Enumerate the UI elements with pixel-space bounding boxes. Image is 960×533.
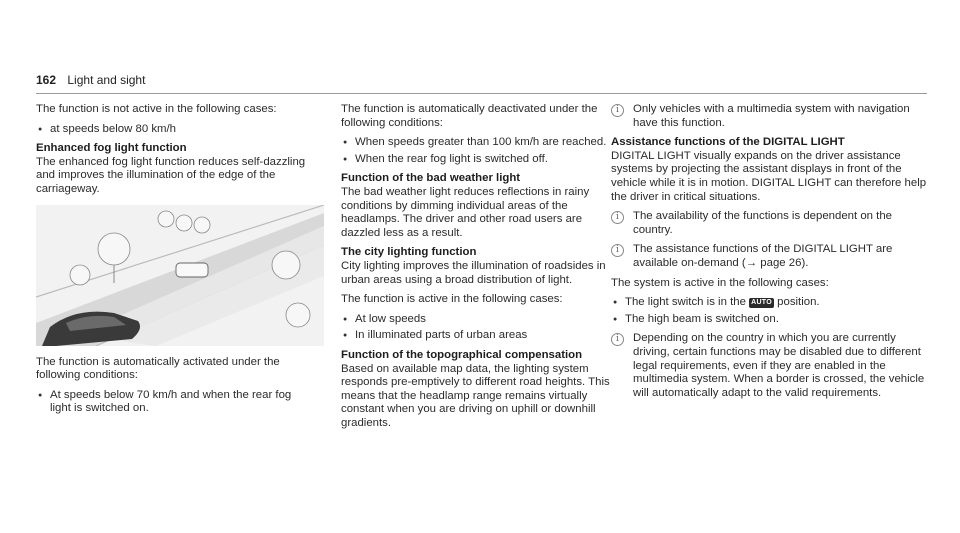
auto-light-switch-icon: AUTO (751, 299, 772, 307)
header-divider (36, 93, 927, 94)
page-number: 162 (36, 73, 57, 87)
illustration-svg (36, 205, 324, 346)
list-item: ● When the rear fog light is switched off. (341, 153, 611, 167)
list-item-text: The light switch is in the (625, 296, 750, 309)
paragraph: The bad weather light reduces reflections in rainy conditions by dimming individual areas of the headlamps. The driver and other road users are dazzled less as a result. (341, 185, 590, 239)
heading-bad-weather-light: Function of the bad weather light (341, 172, 521, 185)
page-reference-arrow-icon[interactable]: → (745, 256, 758, 269)
heading-enhanced-fog-light: Enhanced fog light function (36, 142, 187, 155)
car-fog-light-illustration (36, 205, 324, 346)
bullet-list (341, 136, 611, 166)
page-reference-link[interactable]: page 26). (757, 256, 809, 269)
paragraph: City lighting improves the illumination of roadsides in urban areas using a broad distribution of light. (341, 259, 606, 286)
bullet-list (611, 296, 929, 326)
tree-icon (176, 215, 192, 231)
page-header (36, 74, 145, 88)
bullet-list (341, 313, 611, 343)
paragraph: The function is automatically deactivated under the following conditions: (341, 103, 598, 129)
section-title: Light and sight (67, 73, 146, 87)
paragraph: The system is active in the following cases: (611, 276, 829, 289)
column-3 (611, 103, 929, 406)
tree-icon (272, 251, 300, 279)
column-1 (36, 103, 308, 422)
heading-digital-light-assistance: Assistance functions of the DIGITAL LIGHT (611, 136, 845, 149)
tree-icon (194, 217, 210, 233)
list-item: ● At speeds below 70 km/h and when the rear fog light is switched on. (36, 389, 308, 416)
heading-topographical-compensation: Function of the topographical compensation (341, 348, 583, 361)
list-item: ● at speeds below 80 km/h (36, 123, 308, 137)
heading-city-lighting: The city lighting function (341, 246, 477, 259)
list-item: ● When speeds greater than 100 km/h are reached. (341, 136, 611, 150)
info-note (611, 210, 929, 237)
list-item: ● In illuminated parts of urban areas (341, 329, 611, 343)
info-icon: i (611, 244, 624, 257)
paragraph: The function is automatically activated under the following conditions: (36, 355, 280, 382)
note-text: The assistance functions of the DIGITAL LIGHT are available on-demand ( (633, 243, 893, 269)
tree-icon (98, 233, 130, 265)
info-icon: i (611, 104, 624, 117)
info-icon: i (611, 211, 624, 224)
info-note (611, 243, 929, 270)
info-icon: i (611, 333, 624, 346)
paragraph: DIGITAL LIGHT visually expands on the driver assistance systems by projecting the assistant displays in front of the vehicle while it is in motion. DIGITAL LIGHT can therefore help the driver in critical situations. (611, 149, 927, 203)
tree-icon (70, 265, 90, 285)
note-text: Depending on the country in which you are currently driving, certain functions may be disabled due to different legal requirements, even if they are enabled in the multimedia system. When a border is crossed, the vehicle will automatically adapt to the valid requirements. (633, 332, 925, 399)
paragraph: Based on available map data, the lighting system responds pre-emptively to different road heights. This means that the headlamp range remains virtually constant when you are driving on uphill or downhill gradients. (341, 362, 610, 429)
list-item: ● At low speeds (341, 313, 611, 327)
info-note (611, 103, 929, 130)
paragraph: The enhanced fog light function reduces self-dazzling and improves the illumination of the edge of the carriageway. (36, 155, 306, 195)
info-note (611, 332, 929, 400)
list-item-text: position. (774, 296, 820, 309)
list-item (611, 296, 929, 310)
tree-icon (158, 211, 174, 227)
column-2 (341, 103, 611, 436)
list-item: ● The high beam is switched on. (611, 313, 929, 327)
oncoming-car-icon (176, 263, 208, 277)
tree-icon (286, 303, 310, 327)
bullet-list (36, 123, 308, 137)
paragraph: The function is not active in the following cases: (36, 103, 277, 115)
paragraph: The function is active in the following cases: (341, 293, 563, 306)
note-text: The availability of the functions is dependent on the country. (633, 210, 892, 236)
bullet-list (36, 389, 308, 416)
note-text: Only vehicles with a multimedia system with navigation have this function. (633, 103, 910, 129)
